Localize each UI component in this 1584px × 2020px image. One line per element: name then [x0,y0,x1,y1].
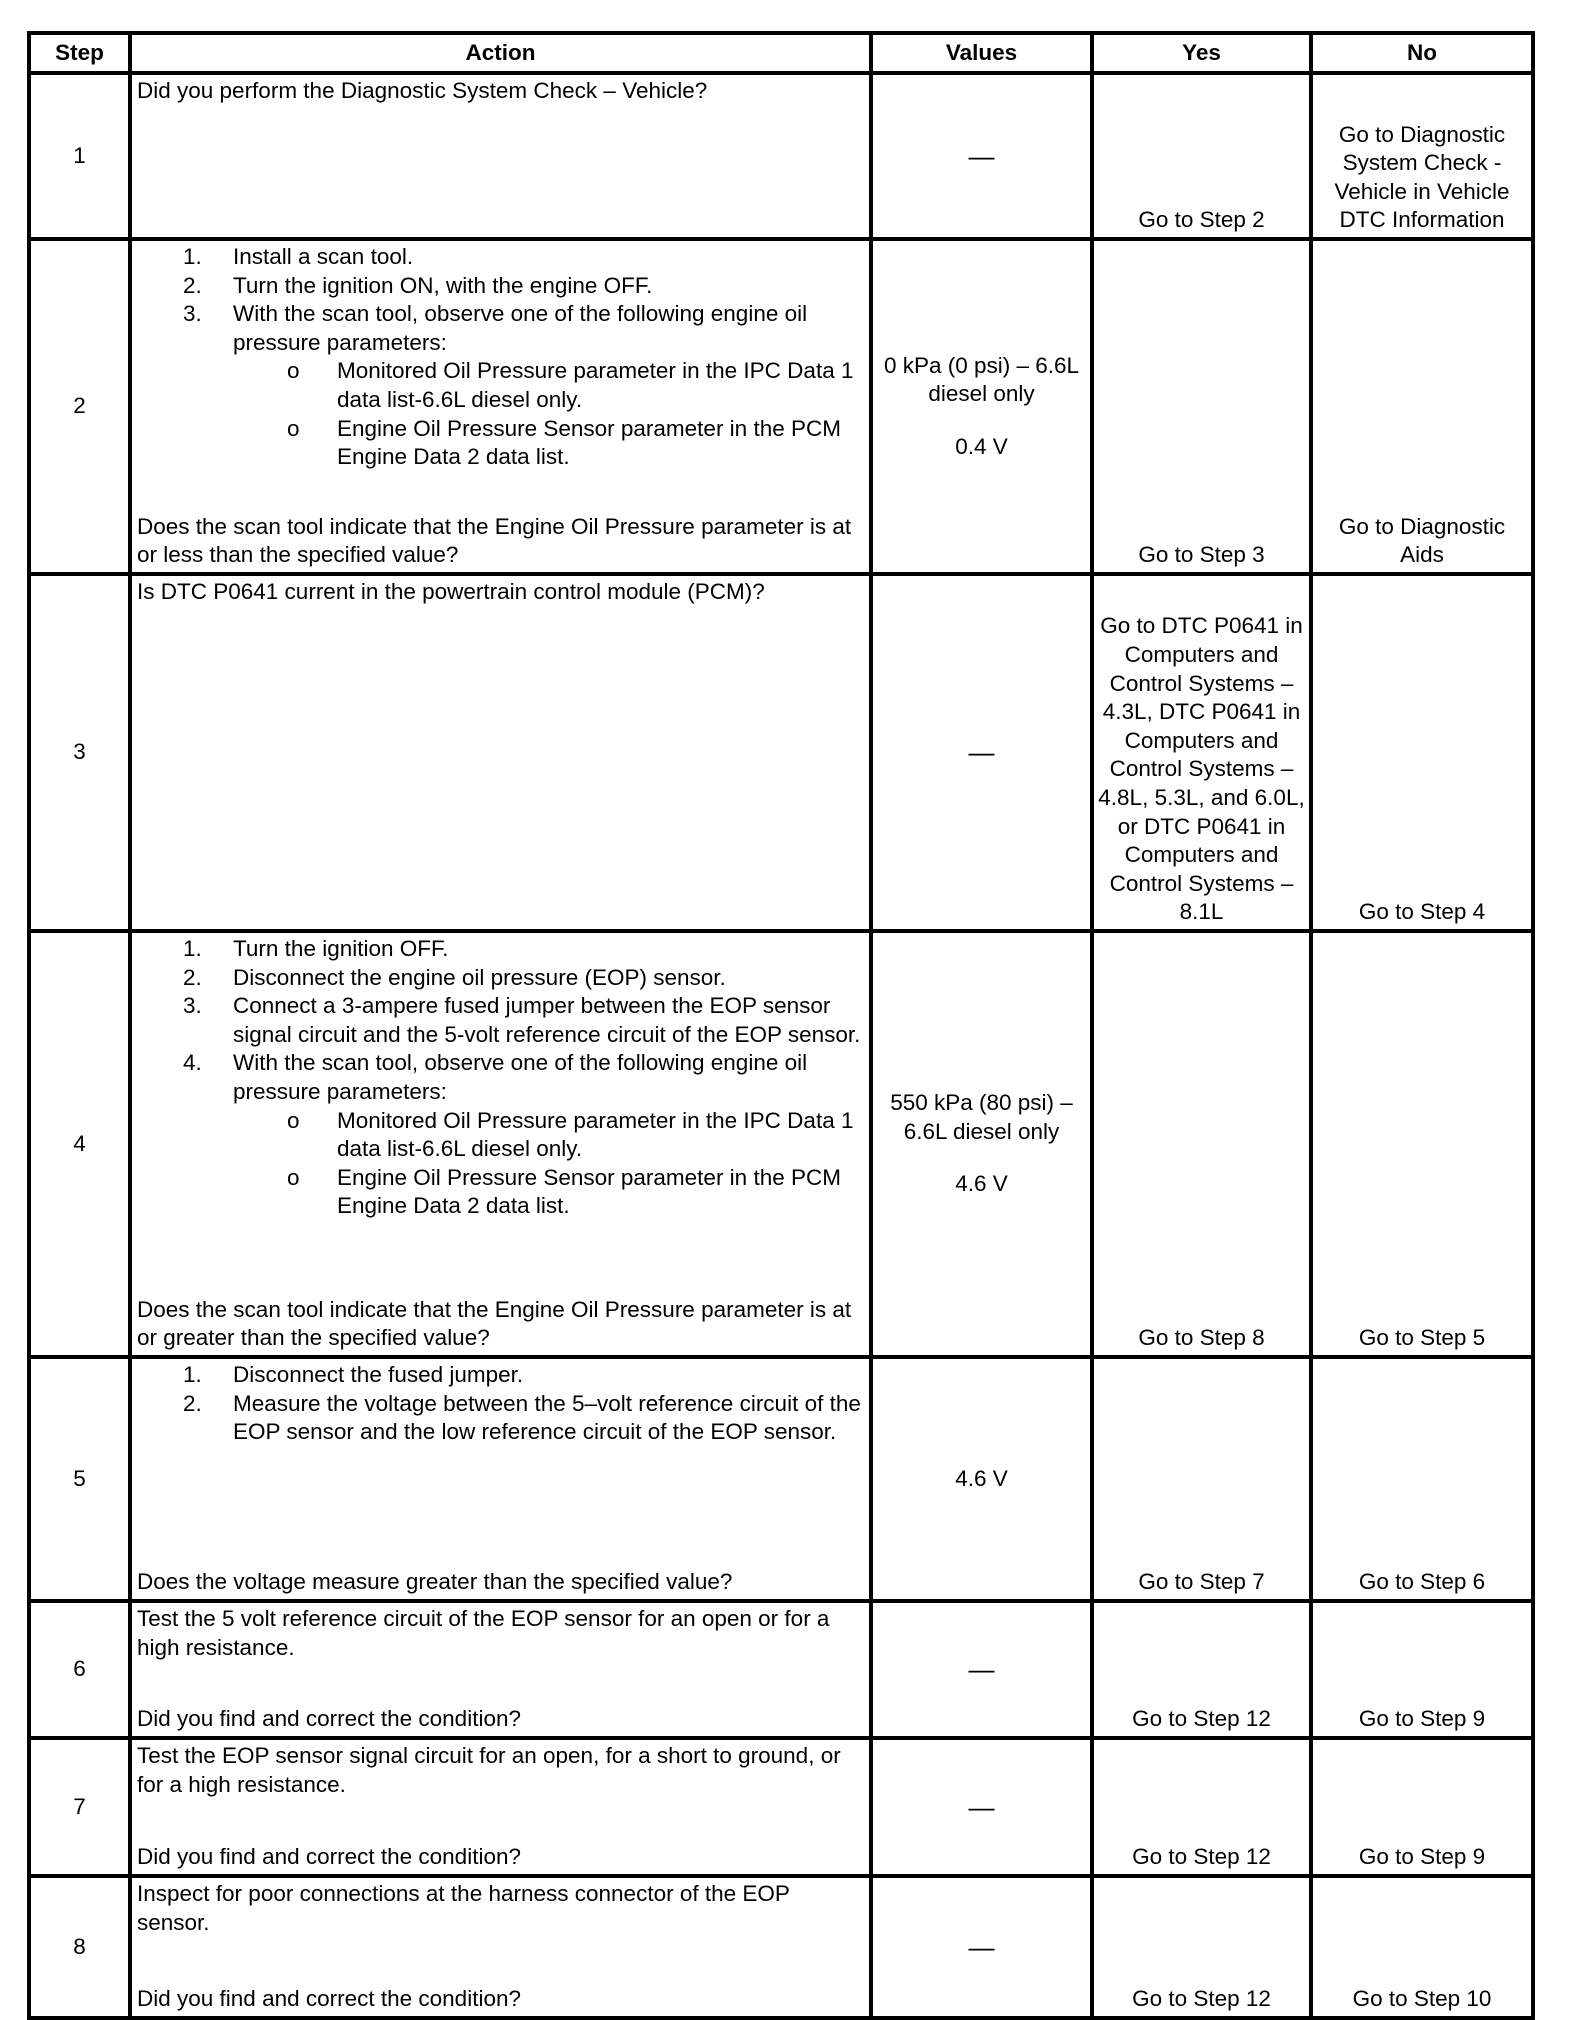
action-cell [130,1357,871,1601]
values-cell [871,1357,1092,1601]
yes-cell: Go to Step 12 [1092,1876,1311,2018]
step-cell: 5 [29,1357,130,1601]
list-item [137,935,864,964]
no-cell: Go to Step 6 [1311,1357,1533,1601]
item-number: 1. [183,1362,202,1387]
item-text: Disconnect the fused jumper. [233,1362,524,1387]
no-cell: Go to Step 9 [1311,1738,1533,1876]
table-row [29,1876,1533,2018]
no-cell: Go to Step 5 [1311,931,1533,1357]
no-cell: Go to Diagnostic Aids [1311,239,1533,574]
action-cell [130,239,871,574]
action-steps [137,578,864,607]
action-question: Does the scan tool indicate that the Engine Oil Pressure parameter is at or greater than the specified value? [137,1296,852,1351]
item-text: Turn the ignition ON, with the engine OFF. [233,272,653,298]
action-steps [137,77,864,106]
action-question: Did you find and correct the condition? [137,1844,521,1870]
action-steps [137,1742,864,1799]
value-text: 0 kPa (0 psi) – 6.6L diesel only [883,352,1080,407]
action-question: Does the scan tool indicate that the Engine Oil Pressure parameter is at or less than the specified value? [137,513,852,568]
action-content [137,243,864,570]
yes-cell: Go to Step 3 [1092,239,1311,574]
step-cell: 1 [29,73,130,239]
item-text: Measure the voltage between the 5–volt reference circuit of the EOP sensor and the low reference circuit of the EOP sensor. [233,1390,861,1445]
step-cell: 2 [29,239,130,574]
action-text: Test the 5 volt reference circuit of the EOP sensor for an open or for a high resistance. [137,1606,830,1660]
header-action: Action [130,33,871,73]
sub-list-item [137,1164,864,1221]
action-question: Did you find and correct the condition? [137,1706,521,1732]
item-number: 3. [183,301,202,327]
values-cell [871,931,1092,1357]
action-steps [137,1605,864,1662]
action-steps [137,243,864,472]
action-steps [137,1880,864,1937]
action-cell [130,931,871,1357]
action-steps [137,935,864,1221]
list-item [137,1390,864,1447]
yes-cell: Go to Step 12 [1092,1601,1311,1738]
sub-list-item [137,1107,864,1164]
step-cell: 8 [29,1876,130,2018]
table-row [29,931,1533,1357]
list-item [137,964,864,993]
table-row [29,1738,1533,1876]
item-number: 2. [183,272,202,298]
yes-cell: Go to Step 8 [1092,931,1311,1357]
sub-list-item [137,357,864,414]
yes-cell: Go to Step 7 [1092,1357,1311,1601]
action-cell [130,1601,871,1738]
table-row [29,1357,1533,1601]
action-content [137,1742,864,1872]
header-yes: Yes [1092,33,1311,73]
action-cell [130,73,871,239]
item-number: 1. [183,936,202,961]
item-number: 2. [183,964,202,990]
item-number: 2. [183,1390,202,1416]
action-cell [130,1738,871,1876]
action-content [137,935,864,1353]
list-item [137,272,864,301]
action-text: Test the EOP sensor signal circuit for an open, for a short to ground, or for a high resistance. [137,1743,841,1797]
sub-list-item [137,415,864,472]
item-number: 3. [183,993,202,1019]
action-content [137,1605,864,1734]
table-row [29,239,1533,574]
bullet-marker: o [287,1107,300,1133]
bullet-marker: o [287,358,300,384]
list-item [137,1049,864,1106]
table-row [29,1601,1533,1738]
step-cell: 4 [29,931,130,1357]
item-text: With the scan tool, observe one of the following engine oil pressure parameters: [233,1050,808,1104]
value-text: — [968,1931,995,1962]
header-step: Step [29,33,130,73]
bullet-marker: o [287,1164,300,1190]
values-cell [871,1601,1092,1738]
action-text: Inspect for poor connections at the harness connector of the EOP sensor. [137,1881,790,1935]
action-content [137,578,864,927]
item-text: Connect a 3-ampere fused jumper between the EOP sensor signal circuit and the 5-volt reference circuit of the EOP sensor. [233,993,861,1047]
yes-cell: Go to Step 12 [1092,1738,1311,1876]
action-content [137,77,864,235]
list-item [137,300,864,357]
no-cell: Go to Step 10 [1311,1876,1533,2018]
values-cell [871,574,1092,931]
header-no: No [1311,33,1533,73]
value-text: — [968,1791,995,1822]
action-cell [130,1876,871,2018]
value-text: 550 kPa (80 psi) – 6.6L diesel only [890,1090,1073,1144]
step-cell: 3 [29,574,130,931]
header-values: Values [871,33,1092,73]
sub-item-text: Monitored Oil Pressure parameter in the IPC Data 1 data list-6.6L diesel only. [337,1107,854,1162]
item-text: Install a scan tool. [233,244,414,269]
value-text: 4.6 V [955,1465,1008,1491]
list-item [137,243,864,272]
value-text: — [968,1654,995,1685]
values-cell [871,1876,1092,2018]
values-cell [871,1738,1092,1876]
item-text: Disconnect the engine oil pressure (EOP) sensor. [233,964,726,990]
sub-item-text: Engine Oil Pressure Sensor parameter in the PCM Engine Data 2 data list. [337,415,841,470]
step-cell: 6 [29,1601,130,1738]
value-text: 4.6 V [955,1171,1008,1197]
sub-item-text: Monitored Oil Pressure parameter in the IPC Data 1 data list-6.6L diesel only. [337,358,854,412]
action-text: Did you perform the Diagnostic System Check – Vehicle? [137,78,708,103]
action-content [137,1361,864,1597]
no-cell: Go to Step 4 [1311,574,1533,931]
table-row [29,73,1533,239]
action-question: Does the voltage measure greater than the specified value? [137,1569,733,1595]
value-text: 0.4 V [955,433,1008,459]
item-text: With the scan tool, observe one of the following engine oil pressure parameters: [233,301,808,355]
header-row [29,33,1533,73]
step-cell: 7 [29,1738,130,1876]
action-text: Is DTC P0641 current in the powertrain control module (PCM)? [137,579,765,604]
yes-cell: Go to DTC P0641 in Computers and Control Systems – 4.3L, DTC P0641 in Computers and Control Systems – 4.8L, 5.3L, and 6.0L, or DTC P0641 in Computers and Control Systems – 8.1L [1092,574,1311,931]
action-cell [130,574,871,931]
values-cell [871,239,1092,574]
action-content [137,1880,864,2014]
sub-item-text: Engine Oil Pressure Sensor parameter in the PCM Engine Data 2 data list. [337,1164,841,1219]
list-item [137,992,864,1049]
diagnostic-table [27,31,1535,2020]
item-number: 1. [183,244,202,269]
values-cell [871,73,1092,239]
table-row [29,574,1533,931]
list-item [137,1361,864,1390]
yes-cell: Go to Step 2 [1092,73,1311,239]
item-number: 4. [183,1050,202,1076]
action-question: Did you find and correct the condition? [137,1986,521,2012]
action-steps [137,1361,864,1447]
item-text: Turn the ignition OFF. [233,936,449,961]
value-text: — [968,140,995,171]
no-cell: Go to Step 9 [1311,1601,1533,1738]
value-text: — [968,737,995,768]
no-cell: Go to Diagnostic System Check - Vehicle in Vehicle DTC Information [1311,73,1533,239]
bullet-marker: o [287,415,300,441]
